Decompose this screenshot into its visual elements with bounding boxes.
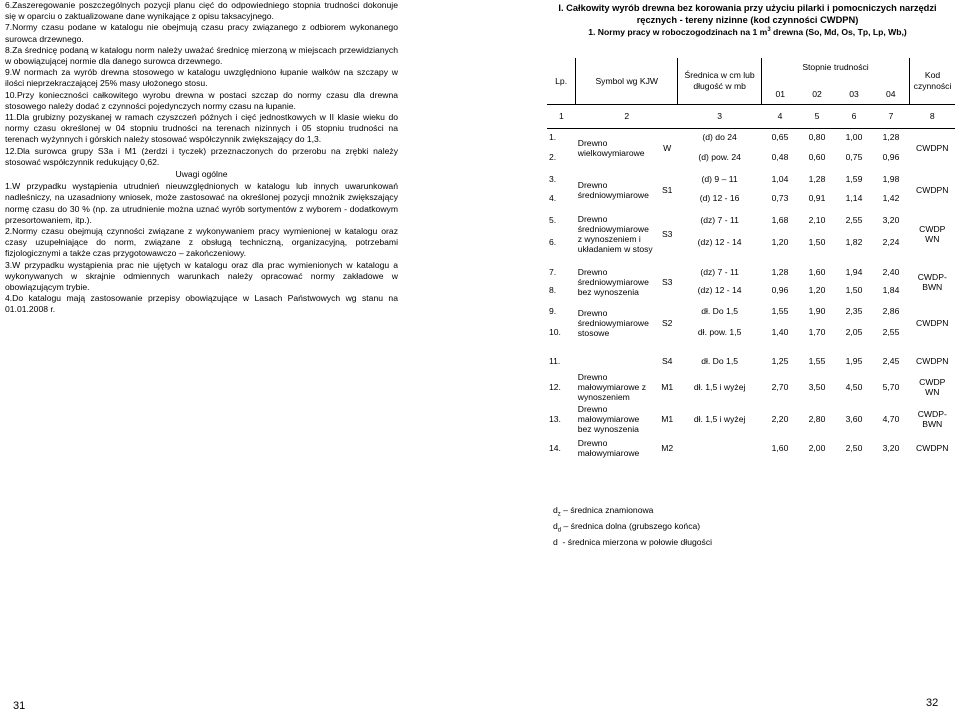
legend-symbol: d xyxy=(553,537,558,548)
assortment-symbol: M1 xyxy=(661,414,674,424)
assortment-description: Drewno średniowymiarowe stosowe xyxy=(577,307,649,338)
assortment-description: Drewno średniowymiarowe xyxy=(577,179,649,200)
table-row xyxy=(547,170,955,187)
norm-value: 1,95 xyxy=(845,355,863,366)
header-symbol: Symbol wg KJW xyxy=(576,58,678,104)
row-diameter: (d) do 24 xyxy=(702,131,737,142)
norm-value: 2,70 xyxy=(771,382,789,392)
norm-value: 2,80 xyxy=(808,414,826,424)
assortment-symbol: S2 xyxy=(661,317,673,328)
norm-value: 3,50 xyxy=(808,382,826,392)
assortment-symbol: W xyxy=(663,143,672,154)
table-row xyxy=(547,404,955,434)
section-title: I. Całkowity wyrób drewna bez korowania przy użyciu pilarki i pomocniczych narzędzi ręcznych - tereny nizinne (kod czynności CWDPN) xyxy=(558,3,937,25)
norm-value: 2,40 xyxy=(882,266,900,277)
norms-table xyxy=(547,58,955,462)
row-lp: 12. xyxy=(549,382,561,392)
norm-value: 1,42 xyxy=(882,193,900,203)
norm-value: 2,35 xyxy=(845,306,863,316)
page-number-right: 32 xyxy=(926,697,939,709)
activity-code: CWDPN xyxy=(916,355,949,366)
rule-8: 8.Za średnicę podaną w katalogu norm należy uważać średnicę mierzoną w miejscach przewidzianych w obowiązującej normie dla danego surowca drzewnego. xyxy=(5,44,398,67)
spacer-cell xyxy=(547,460,955,462)
legend-text: – średnica dolna (grubszego końca) xyxy=(561,521,701,532)
legend-symbol: d xyxy=(553,505,558,515)
assortment-symbol: M2 xyxy=(661,443,674,453)
norm-value: 3,20 xyxy=(882,214,900,225)
norm-value: 0,75 xyxy=(845,151,863,162)
header-diameter: Średnica w cm lub długość w mb xyxy=(678,58,762,104)
remark-3: 3.W przypadku wystąpienia prac nie ujętych w katalogu oraz dla prac wymienionych w katalogu a wykonywanych w skrajnie odmiennych warunkach należy opracować normy zakładowe w obowiązującym trybie. xyxy=(5,259,398,293)
group-spacer xyxy=(547,460,955,462)
norm-value: 0,60 xyxy=(808,151,826,162)
legend-item xyxy=(553,521,712,537)
norm-value: 2,05 xyxy=(845,326,863,337)
norm-value: 0,96 xyxy=(882,151,900,162)
column-numbers-row xyxy=(547,104,955,128)
row-lp: 9. xyxy=(549,306,557,316)
row-diameter: dł. 1,5 i wyżej xyxy=(693,382,746,392)
table-row xyxy=(547,128,955,145)
norm-value: 2,50 xyxy=(845,443,863,453)
row-diameter: dł. Do 1,5 xyxy=(701,306,739,316)
norm-value: 1,60 xyxy=(808,266,826,277)
subtitle-units: drewna (So, Md, Os, Tp, Lp, Wb,) xyxy=(770,27,907,37)
norms-table-body xyxy=(547,58,955,462)
norm-value: 4,50 xyxy=(845,382,863,392)
legend-item xyxy=(553,537,712,553)
subtitle-text: 1. Normy pracy w roboczogodzinach na 1 m xyxy=(588,27,768,37)
norm-value: 1,14 xyxy=(845,193,863,203)
group-spacer xyxy=(547,343,955,351)
norm-value: 1,00 xyxy=(845,131,863,142)
row-diameter: (dz) 7 - 11 xyxy=(700,214,739,225)
table-row xyxy=(547,436,955,460)
rules-list xyxy=(5,0,398,168)
norm-value: 1,20 xyxy=(808,285,826,295)
row-diameter xyxy=(678,436,762,460)
norm-value: 1,82 xyxy=(845,237,863,247)
row-lp: 13. xyxy=(549,414,561,424)
norm-value: 1,28 xyxy=(771,266,789,277)
norm-value: 0,91 xyxy=(808,193,826,203)
row-lp: 5. xyxy=(549,214,557,225)
norm-value: 2,24 xyxy=(882,237,900,247)
section-subtitle xyxy=(540,27,955,37)
norm-value: 2,86 xyxy=(882,306,900,316)
norm-value: 2,00 xyxy=(808,443,826,453)
general-remarks-list xyxy=(5,181,398,315)
spacer-cell xyxy=(547,256,955,263)
table-row xyxy=(547,372,955,402)
rule-12: 12.Dla surowca grupy S3a i M1 (żerdzi i tyczek) przeznaczonych do przerobu na zrębki należy stosować współczynnik redukujący 0,62. xyxy=(5,145,398,167)
table-row xyxy=(547,211,955,228)
rule-9: 9.W normach za wyrób drewna stosowego w katalogu uwzględniono łupanie wałków na szczapy w ilości nieprzekraczającej 25% masy ułożonego stosu. xyxy=(5,67,398,89)
norm-value: 0,48 xyxy=(771,151,789,162)
norm-value: 0,80 xyxy=(808,131,826,142)
left-page-text xyxy=(5,0,398,316)
activity-code: CWDP-BWN xyxy=(917,409,947,429)
legend-subscript: d xyxy=(557,527,562,534)
assortment-description: Drewno wielkowymiarowe xyxy=(577,138,645,159)
row-lp: 4. xyxy=(549,193,557,203)
remark-4: 4.Do katalogu mają zastosowanie przepisy obowiązujące w Lasach Państwowych wg stanu na 01.01.2008 r. xyxy=(5,293,398,315)
level-01: 01 xyxy=(762,84,799,104)
norm-value: 1,90 xyxy=(808,306,826,316)
norm-value: 1,55 xyxy=(771,306,789,316)
subtitle-superscript: 3 xyxy=(767,27,771,34)
norm-value: 1,84 xyxy=(882,285,900,295)
row-diameter: (dz) 12 - 14 xyxy=(697,285,742,295)
activity-code: CWDPN xyxy=(916,443,949,453)
colnum-5: 5 xyxy=(799,104,836,128)
colnum-1: 1 xyxy=(547,104,576,128)
table-row xyxy=(547,263,955,280)
header-lp: Lp. xyxy=(547,58,576,104)
colnum-8: 8 xyxy=(910,104,955,128)
norm-value: 1,94 xyxy=(845,266,863,277)
row-lp: 1. xyxy=(549,131,557,142)
header-row xyxy=(547,58,955,84)
row-lp: 3. xyxy=(549,173,557,184)
assortment-symbol: S3 xyxy=(661,276,673,287)
level-03: 03 xyxy=(836,84,873,104)
table-row xyxy=(547,302,955,320)
header-stopnie: Stopnie trudności xyxy=(762,58,910,84)
row-lp: 6. xyxy=(549,237,557,247)
row-lp: 11. xyxy=(549,355,561,366)
assortment-description xyxy=(576,351,657,370)
norm-value: 0,96 xyxy=(771,285,789,295)
norm-value: 0,65 xyxy=(771,131,789,142)
row-diameter: (d) 12 - 16 xyxy=(699,193,740,203)
row-diameter: (d) 9 – 11 xyxy=(701,173,738,184)
norm-value: 5,70 xyxy=(882,382,900,392)
assortment-symbol: S1 xyxy=(661,184,673,195)
norm-value: 1,50 xyxy=(845,285,863,295)
assortment-description: Drewno średniowymiarowe z wynoszeniem i układaniem w stosy xyxy=(577,213,653,254)
legend xyxy=(553,505,712,554)
assortment-description: Drewno średniowymiarowe bez wynoszenia xyxy=(577,266,649,297)
remark-1: 1.W przypadku wystąpienia utrudnień nieuwzględnionych w katalogu lub innych uwarunkowań nadleśniczy, na uzasadniony wniosek, może zastosować na określonej pozycji mnożnik zwiększający normę czasu do 30 % (np. za utrudnienie można uznać wyrób sortymentów z wyborem - dodatkowym przesortowaniem, itp.). xyxy=(5,181,398,225)
row-lp: 10. xyxy=(549,326,561,337)
row-lp: 7. xyxy=(549,266,557,277)
rule-7: 7.Normy czasu podane w katalogu nie obejmują czasu pracy związanego z odbiorem wykonanego surowca drzewnego. xyxy=(5,22,398,44)
row-lp: 8. xyxy=(549,285,557,295)
table-row xyxy=(547,351,955,370)
norm-value: 1,70 xyxy=(808,326,826,337)
level-04: 04 xyxy=(873,84,910,104)
norm-value: 1,55 xyxy=(808,355,826,366)
assortment-symbol: M1 xyxy=(661,382,674,392)
assortment-symbol: S3 xyxy=(661,228,673,239)
row-diameter: dł. 1,5 i wyżej xyxy=(693,414,746,424)
norm-value: 1,28 xyxy=(808,173,826,184)
assortment-description: Drewno małowymiarowe bez wynoszenia xyxy=(577,404,640,434)
assortment-description: Drewno małowymiarowe xyxy=(577,438,640,458)
level-02: 02 xyxy=(799,84,836,104)
norm-value: 1,68 xyxy=(771,214,789,225)
norm-value: 1,60 xyxy=(771,443,789,453)
norm-value: 1,50 xyxy=(808,237,826,247)
legend-text: – średnica znamionowa xyxy=(560,505,654,515)
colnum-7: 7 xyxy=(873,104,910,128)
colnum-2: 2 xyxy=(576,104,678,128)
activity-code: CWDPN xyxy=(916,317,949,328)
legend-symbol: d xyxy=(553,521,558,532)
norm-value: 4,70 xyxy=(882,414,900,424)
norm-value: 1,59 xyxy=(845,173,863,184)
colnum-6: 6 xyxy=(836,104,873,128)
colnum-4: 4 xyxy=(762,104,799,128)
legend-item xyxy=(553,505,712,521)
rule-11: 11.Dla grubizny pozyskanej w ramach czyszczeń późnych i cięć jednostkowych w II klasie wieku do normy czasu określonej w 04 stopniu trudności na terenach nizinnych i 05 stopniu trudności na terenach wyżynnych i górskich należy stosować współczynnik zwiększający do 1,3. xyxy=(5,112,398,145)
row-lp: 2. xyxy=(549,151,557,162)
norm-value: 2,55 xyxy=(845,214,863,225)
spacer-cell xyxy=(547,343,955,351)
activity-code: CWDP WN xyxy=(919,223,946,244)
assortment-symbol: S4 xyxy=(661,355,673,366)
norm-value: 2,20 xyxy=(771,414,789,424)
norm-value: 2,45 xyxy=(882,355,900,366)
norm-value: 1,98 xyxy=(882,173,900,184)
row-lp: 14. xyxy=(549,443,561,453)
row-diameter: (dz) 7 - 11 xyxy=(700,266,739,277)
page-number-left: 31 xyxy=(13,700,26,712)
colnum-3: 3 xyxy=(678,104,762,128)
norm-value: 3,20 xyxy=(882,443,900,453)
remark-2: 2.Normy czasu obejmują czynności związane z wykonywaniem pracy wymienionej w katalogu oraz czasy uzupełniające do norm, związane z obsługą techniczną, organizacyjną, potrzebami fizjologicznymi a także czas przygotowawczo – zakończeniowy. xyxy=(5,226,398,259)
rule-10: 10.Przy konieczności całkowitego wyrobu drewna w postaci szczap do normy czasu dla drewna stosowego należy dodać z czynności pojedynczych normy czasu na łupanie. xyxy=(5,89,398,111)
assortment-description: Drewno małowymiarowe z wynoszeniem xyxy=(577,372,647,402)
norm-value: 1,25 xyxy=(771,355,789,366)
rule-6: 6.Zaszeregowanie poszczególnych pozycji planu cięć do odpowiedniego stopnia trudności dokonuje się w oparciu o zaktualizowane dane wynikające z opisu taksacyjnego. xyxy=(5,0,398,22)
norm-value: 1,20 xyxy=(771,237,789,247)
general-remarks-heading: Uwagi ogólne xyxy=(175,169,228,180)
norm-value: 2,55 xyxy=(882,326,900,337)
activity-code: CWDP-BWN xyxy=(917,271,947,292)
norm-value: 3,60 xyxy=(845,414,863,424)
row-diameter: (d) pow. 24 xyxy=(698,151,741,162)
group-spacer xyxy=(547,256,955,263)
norm-value: 2,10 xyxy=(808,214,826,225)
activity-code: CWDPN xyxy=(916,143,949,154)
header-kod: Kod czynności xyxy=(910,58,955,104)
norm-value: 1,40 xyxy=(771,326,789,337)
row-diameter: (dz) 12 - 14 xyxy=(697,237,742,247)
legend-text: - średnica mierzona w połowie długości xyxy=(557,537,713,548)
norm-value: 1,04 xyxy=(771,173,789,184)
row-diameter: dł. pow. 1,5 xyxy=(697,326,742,337)
row-diameter: dł. Do 1,5 xyxy=(701,355,739,366)
norm-value: 0,73 xyxy=(771,193,789,203)
activity-code: CWDP WN xyxy=(919,377,946,397)
norm-value: 1,28 xyxy=(882,131,900,142)
legend-subscript: z xyxy=(557,511,561,518)
activity-code: CWDPN xyxy=(916,184,949,195)
